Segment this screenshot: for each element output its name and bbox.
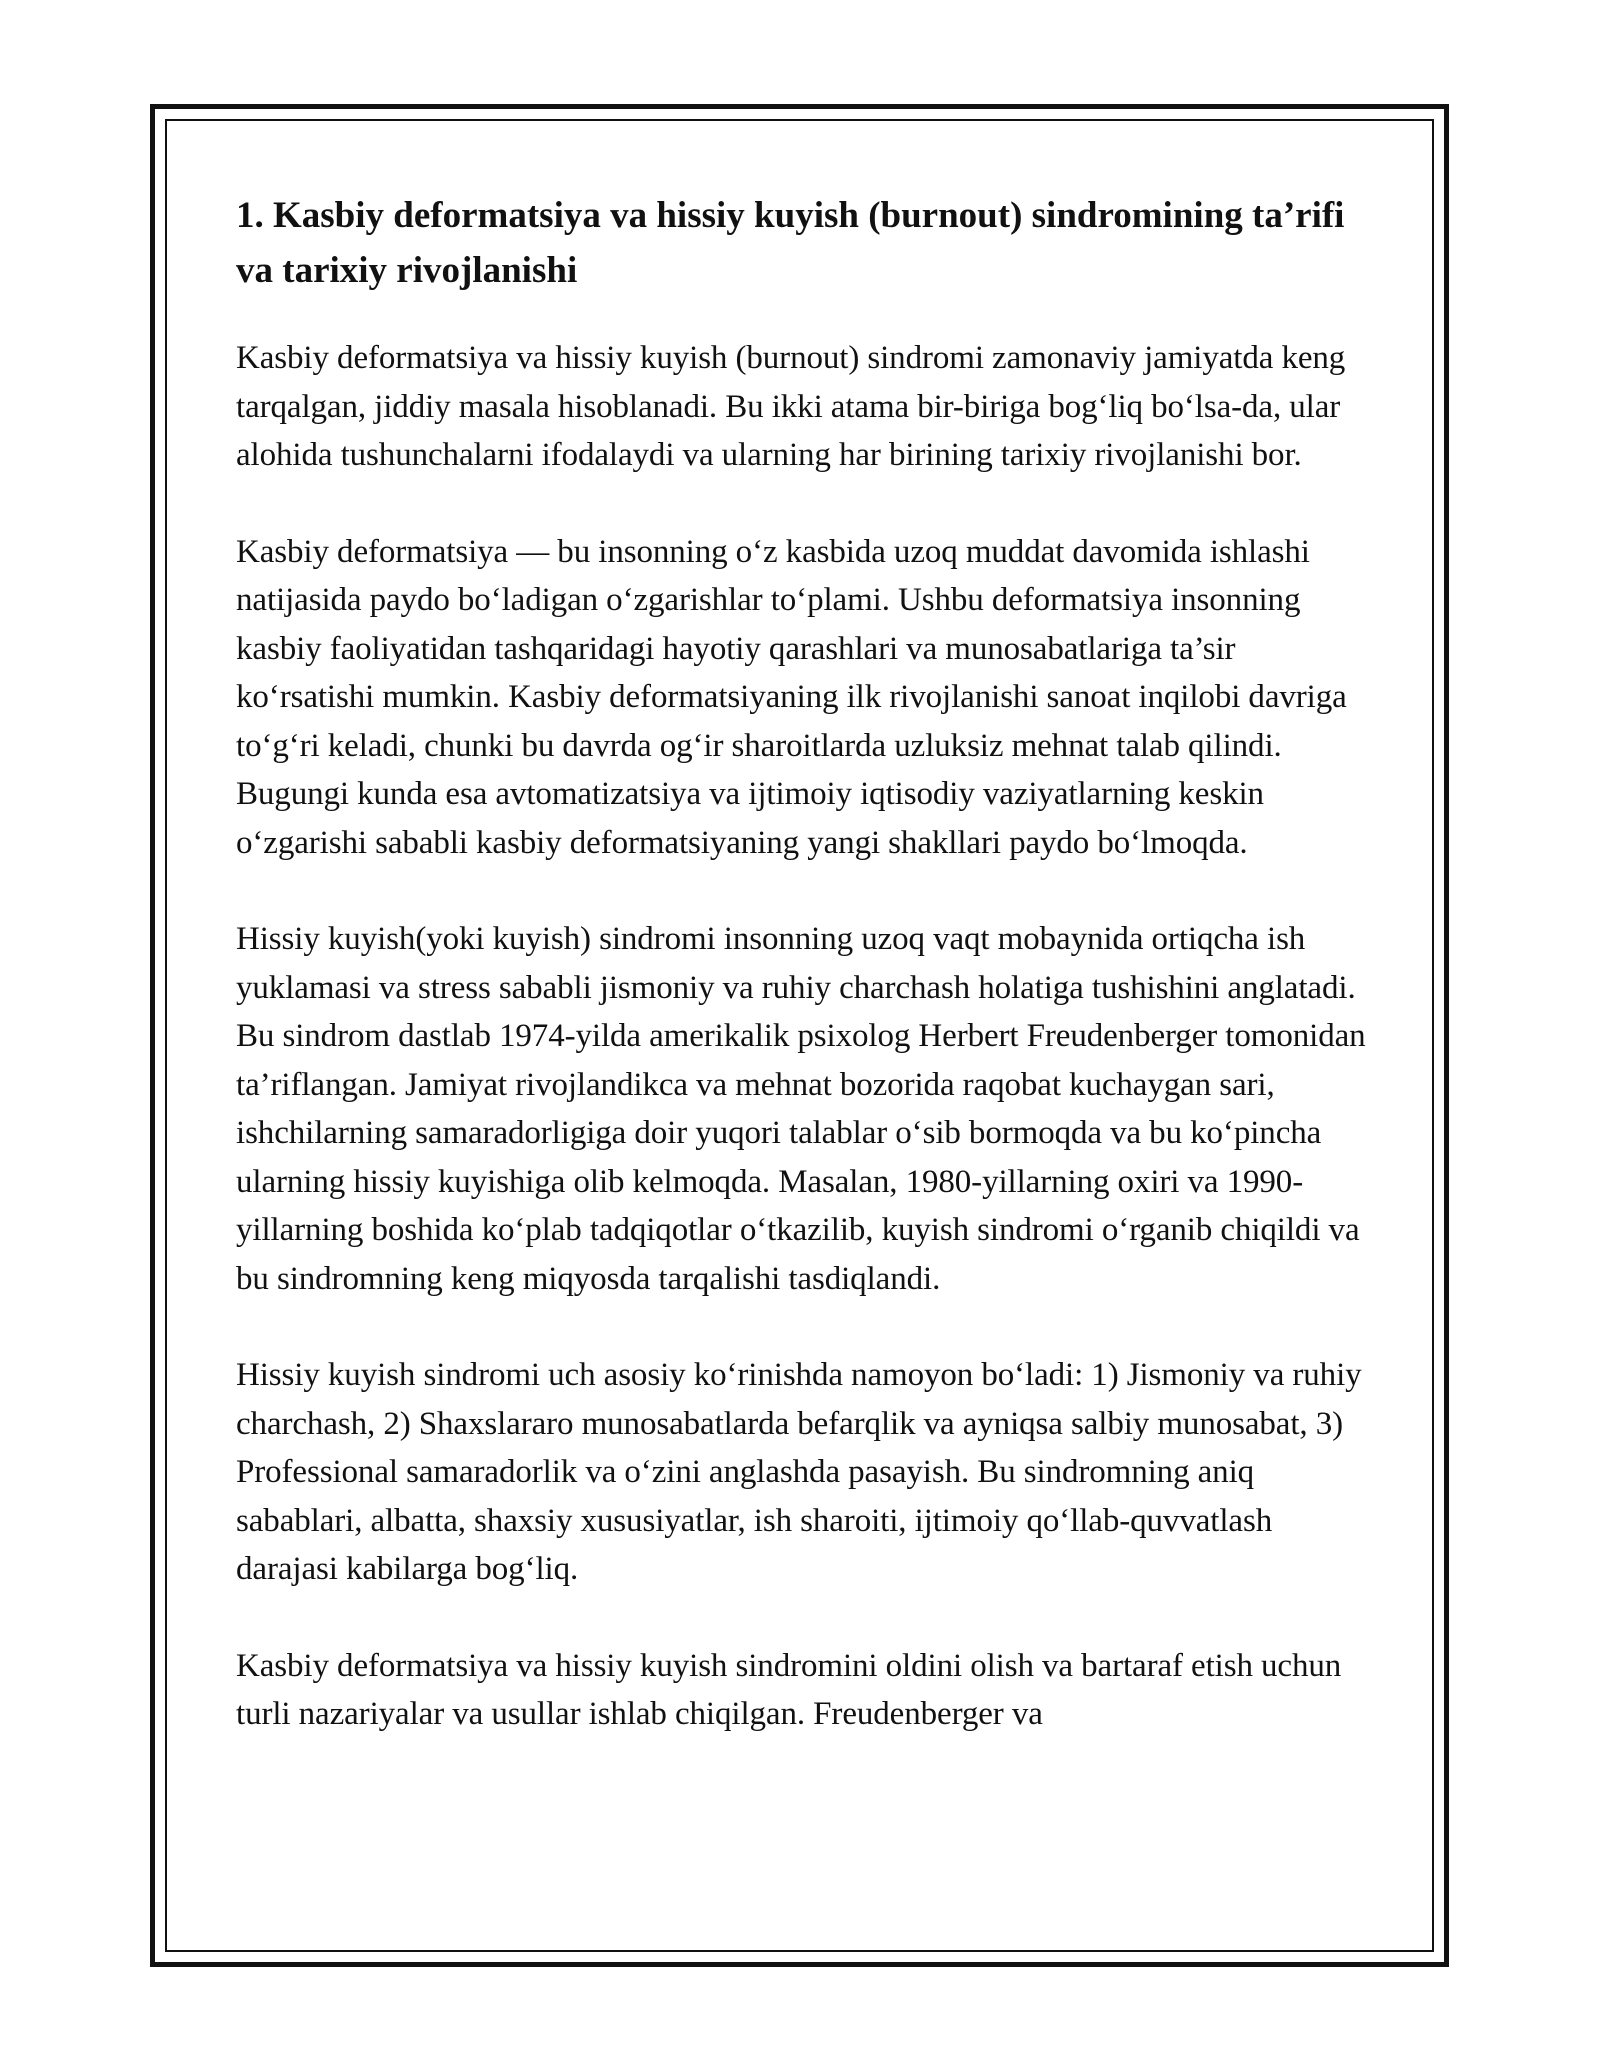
paragraph-5: Kasbiy deformatsiya va hissiy kuyish sindromini oldini olish va bartaraf etish uchun turli nazariyalar va usullar ishlab chiqilgan. Freudenberger va (236, 1647, 1342, 1732)
section-heading: 1. Kasbiy deformatsiya va hissiy kuyish (burnout) sindromining ta’rifi va tarixiy rivojlanishi (236, 195, 1345, 291)
paragraph-4: Hissiy kuyish sindromi uch asosiy ko‘rinishda namoyon bo‘ladi: 1) Jismoniy va ruhiy charchash, 2) Shaxslararo munosabatlarda befarqlik va ayniqsa salbiy munosabat, 3) Professional samaradorlik va o‘zini anglashda pasayish. Bu sindromning aniq sabablari, albatta, shaxsiy xususiyatlar, ish sharoiti, ijtimoiy qo‘llab-quvvatlash darajasi kabilarga bog‘liq. (236, 1357, 1362, 1587)
paragraph-3: Hissiy kuyish(yoki kuyish) sindromi insonning uzoq vaqt mobaynida ortiqcha ish yuklamasi va stress sababli jismoniy va ruhiy charchash holatiga tushishini anglatadi. Bu sindrom dastlab 1974-yilda amerikalik psixolog Herbert Freudenberger tomonidan ta’riflangan. Jamiyat rivojlandikca va mehnat bozorida raqobat kuchaygan sari, ishchilarning samaradorligiga doir yuqori talablar o‘sib bormoqda va bu ko‘pincha ularning hissiy kuyishiga olib kelmoqda. Masalan, 1980-yillarning oxiri va 1990-yillarning boshida ko‘plab tadqiqotlar o‘tkazilib, kuyish sindromi o‘rganib chiqildi va bu sindromning keng miqyosda tarqalishi tasdiqlandi. (236, 921, 1366, 1297)
document-content (236, 188, 1376, 1787)
paragraph-2: Kasbiy deformatsiya — bu insonning o‘z kasbida uzoq muddat davomida ishlashi natijasida paydo bo‘ladigan o‘zgarishlar to‘plami. Ushbu deformatsiya insonning kasbiy faoliyatidan tashqaridagi hayotiy qarashlari va munosabatlariga ta’sir ko‘rsatishi mumkin. Kasbiy deformatsiyaning ilk rivojlanishi sanoat inqilobi davriga to‘g‘ri keladi, chunki bu davrda og‘ir sharoitlarda uzluksiz mehnat talab qilindi. Bugungi kunda esa avtomatizatsiya va ijtimoiy iqtisodiy vaziyatlarning keskin o‘zgarishi sababli kasbiy deformatsiyaning yangi shakllari paydo bo‘lmoqda. (236, 533, 1347, 861)
paragraph-1: Kasbiy deformatsiya va hissiy kuyish (burnout) sindromi zamonaviy jamiyatda keng tarqalgan, jiddiy masala hisoblanadi. Bu ikki atama bir-biriga bog‘liq bo‘lsa-da, ular alohida tushunchalarni ifodalaydi va ularning har birining tarixiy rivojlanishi bor. (236, 340, 1346, 473)
